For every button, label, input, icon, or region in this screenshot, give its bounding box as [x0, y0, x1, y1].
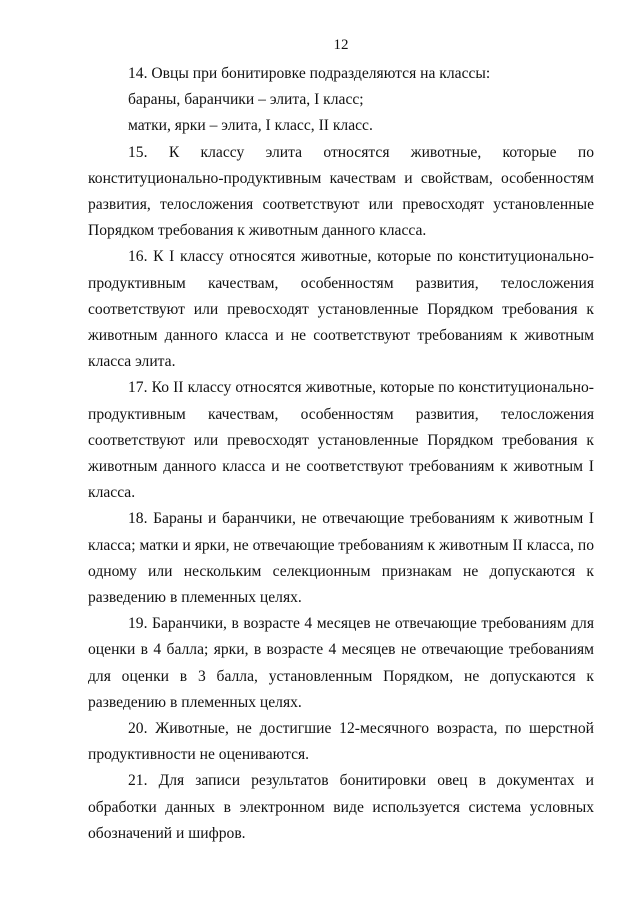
paragraph-19: 19. Баранчики, в возрасте 4 месяцев не отвечающие требованиям для оценки в 4 балла; ярки, в возрасте 4 месяцев не отвечающие требованиям для оценки в 3 балла, установленным Порядком, не допускаются к разведению в племенных целях. [88, 615, 594, 711]
paragraph-14-rams: бараны, баранчики – элита, I класс; [128, 91, 364, 109]
paragraph-16: 16. К I классу относятся животные, которые по конституционально-продуктивным качествам, особенностям развития, телосложения соответствуют или превосходят установленные Порядком требования к животным данного класса и не соответствуют требованиям к животным класса элита. [88, 248, 594, 371]
page-number: 12 [333, 37, 349, 53]
paragraph-14: 14. Овцы при бонитировке подразделяются на классы: [128, 65, 491, 82]
paragraph-18: 18. Бараны и баранчики, не отвечающие требованиям к животным I класса; матки и ярки, не отвечающие требованиям к животным II класса, по одному или нескольким селекционным признакам не допускаются к разведению в племенных целях. [88, 510, 594, 607]
document-page [88, 36, 594, 847]
paragraph-20: 20. Животные, не достигшие 12-месячного возраста, по шерстной продуктивности не оцениваются. [88, 720, 594, 764]
paragraph-21: 21. Для записи результатов бонитировки овец в документах и обработки данных в электронном виде используется система условных обозначений и шифров. [88, 772, 594, 842]
paragraph-14-ewes: матки, ярки – элита, I класс, II класс. [128, 117, 373, 135]
paragraph-17: 17. Ко II классу относятся животные, которые по конституционально-продуктивным качествам, особенностям развития, телосложения соответствуют или превосходят установленные Порядком требования к животным данного класса и не соответствуют требованиям к животным I класса. [88, 379, 594, 502]
paragraph-15: 15. К классу элита относятся животные, которые по конституционально-продуктивным качествам и свойствам, особенностям развития, телосложения соответствуют или превосходят установленные Порядком требования к животным данного класса. [88, 143, 594, 240]
